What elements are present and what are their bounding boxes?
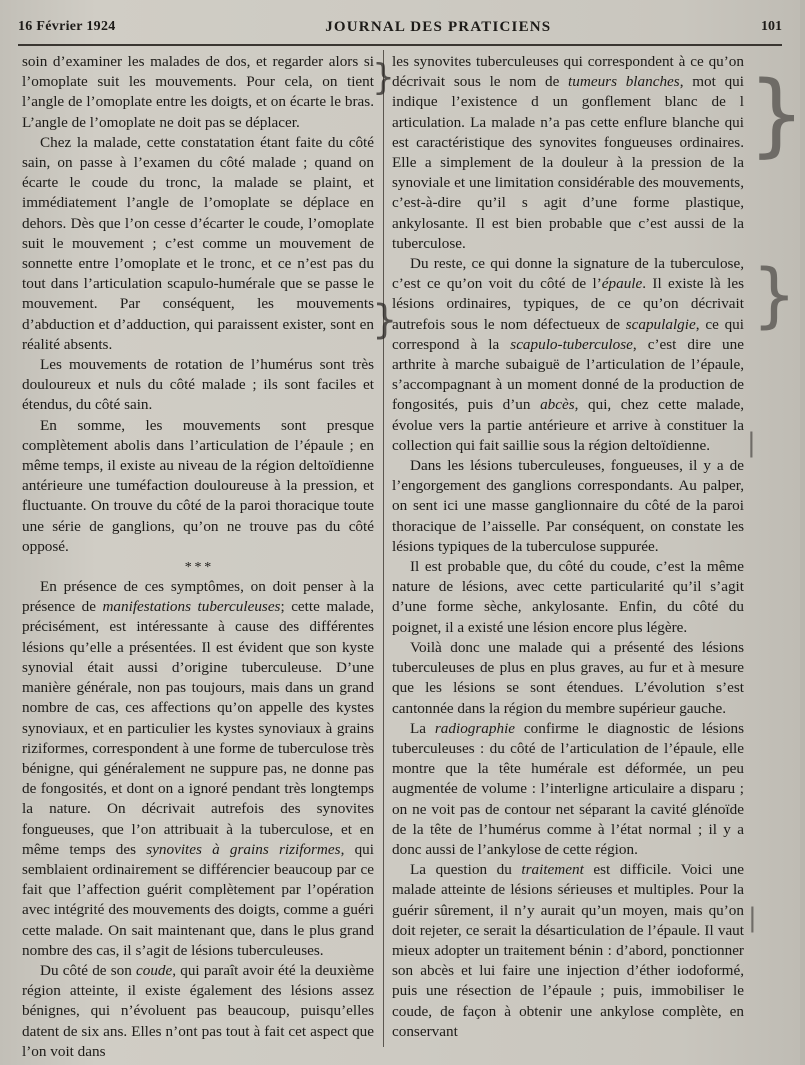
text-run: , qui semblaient ordinairement se différencier beaucoup par ce fait que l’affection guérit complètement par l’opération avec intégrité des mouvements des doigts, comme a guéri cette malade. On sait maintenant que, dans le plus grand nombre des cas, il s’agit de lésions tuberculeuses.	[22, 840, 374, 959]
right-paragraph-3: Dans les lésions tuberculeuses, fongueuses, il y a de l’engorgement des ganglions correspondants. Au palper, on sent ici une masse ganglionnaire du côté de la paroi thoracique de l’aisselle. Par conséquent, on constate les lésions typiques de la tuberculose suppurée.	[392, 457, 744, 555]
right-paragraph-1	[392, 52, 744, 254]
italic-run: abcès	[540, 396, 575, 414]
header-rule	[18, 44, 782, 46]
italic-run: scapulo-tuberculose	[510, 335, 633, 353]
text-run: , qui paraît avoir été la deuxième région atteinte, il existe également des lésions assez bénignes, qui n’évoluent pas beaucoup, puisqu’elles datent de six ans. Elles n’ont pas tout à fait cet aspect que l’on voit dans	[22, 961, 374, 1060]
italic-run: radiographie	[434, 719, 516, 737]
italic-run: manifestations tuberculeuses	[102, 598, 281, 616]
text-run: Du côté de son	[40, 961, 136, 979]
text-run: La question du	[410, 861, 522, 879]
italic-run: scapulalgie	[625, 315, 696, 333]
text-run: , mot qui indique l’existence d un gonflement blanc de l articulation. La malade n’a pas cette enflure blanche qui est caractéristique des synovites fongueuses ordinaires. Elle a simplement de la douleur à la pression de la synoviale et une limitation considérable des mouvements, c’est-à-dire qu’il s agit d’une forme plastique, ankylosante. Il est bien probable que c’est aussi de la tuberculose.	[392, 73, 744, 252]
text-run: est difficile. Voici une malade atteinte de lésions sérieuses et multiples. Pour la guérir sûrement, il n’y aurait qu’un moyen, mais qu’on doit rejeter, ce serait la désarticulation de l’épaule. Il vaut mieux adopter un traitement bénin : d’abord, ponctionner son abcès et lui faire une injection d’éther iodoformé, puis une résection de l’épaule ; puis, immobiliser le coude, de façon à obtenir une ankylose complète, en conservant	[392, 861, 745, 1040]
margin-bracket-mark: }	[372, 297, 398, 343]
text-run: En présence de ces symptômes, on doit penser à la présence de	[22, 578, 374, 616]
running-header	[18, 14, 782, 40]
margin-bracket-mark: |	[747, 428, 756, 458]
column-divider	[383, 50, 384, 1047]
text-run: , ce qui correspond à la	[392, 315, 744, 353]
page-number: 101	[761, 19, 782, 34]
left-paragraph-4: En somme, les mouvements sont presque complètement abolis dans l’articulation de l’épaule ; en même temps, il existe au niveau de la région deltoïdienne antérieure une tuméfaction douloureuse à la pression, et fluctuante. On trouve du côté de la paroi thoracique toute une série de ganglions, qu’on ne trouve pas du côté opposé.	[22, 416, 374, 555]
journal-title: JOURNAL DES PRATICIENS	[325, 18, 552, 35]
left-paragraph-5	[22, 577, 374, 961]
italic-run: épaule	[601, 275, 643, 293]
left-column	[22, 52, 374, 1060]
right-column	[392, 52, 744, 1049]
text-run: les synovites tuberculeuses qui correspondent à ce qu’on décrivait sous le nom de	[392, 53, 744, 91]
text-run: , c’est dire une arthrite à marche subaiguë de l’articulation de l’épaule, s’accompagnant à un moment donné de la production de fongosités, puis d’un	[392, 335, 744, 414]
left-paragraph-6	[22, 961, 374, 1062]
italic-run: tumeurs blanches	[568, 73, 680, 91]
text-run: ; cette malade, précisément, est intéressante à cause des différentes lésions qu’elle a présentées. Il est évident que son kyste synovial était aussi d’origine tuberculeuse. D’une manière générale, non pas toujours, mais dans un grand nombre de cas, ces affections qu’on appelle des kystes synoviaux, et en particulier les kystes synoviaux à grains riziformes, correspondent à une forme de tuberculose très bénigne, qui généralement ne suppure pas, ne donne pas de fongosités, et dont on a ignoré pendant très longtemps la nature. On décrivait autrefois des synovites fongueuses, que l’on attribuait à la tuberculose, et en même temps des	[22, 598, 374, 858]
left-paragraph-2: Chez la malade, cette constatation étant faite du côté sain, on passe à l’examen du côté malade ; quand on écarte le coude du tronc, la malade se plaint, et immédiatement l’angle de l’omoplate se déplace en dehors. Dès que l’on cesse d’écarter le coude, l’omoplate suit le mouvement ; c’est comme un mouvement de sonnette entre l’omoplate et le tronc, et ce n’est pas du tout dans l’articulation scapulo-humérale que se passe le mouvement. Par conséquent, les mouvements d’abduction et d’adduction, qui paraissent exister, sont en réalité absents.	[22, 133, 374, 353]
header-date: 16 Février 1924	[18, 19, 116, 34]
margin-bracket-mark: }	[752, 254, 797, 336]
text-run: Du reste, ce qui donne la signature de la tuberculose, c’est ce qu’on voit du côté de l’	[392, 255, 744, 293]
right-paragraph-4: Il est probable que, du côté du coude, c’est la même nature de lésions, avec cette particularité qu’il s’agit d’une forme sèche, ankylosante. Enfin, du côté du poignet, il a existé une lésion encore plus légère.	[392, 558, 744, 636]
text-run: , qui, chez cette malade, évolue vers la partie antérieure et arrive à constituer la collection qui fait saillie sous la région deltoïdienne.	[392, 396, 744, 454]
text-run: La	[410, 719, 435, 737]
margin-bracket-mark: }	[748, 62, 805, 167]
italic-run: traitement	[521, 861, 584, 879]
right-paragraph-5: Voilà donc une malade qui a présenté des lésions tuberculeuses de plus en plus graves, au fur et à mesure que les lésions se sont étendues. L’évolution s’est cantonnée dans la région du membre supérieur gauche.	[392, 638, 744, 717]
margin-bracket-mark: |	[748, 903, 757, 933]
section-separator: * * *	[184, 560, 212, 576]
italic-run: coude	[136, 961, 173, 979]
left-paragraph-1: soin d’examiner les malades de dos, et regarder alors si l’omoplate suit les mouvements. Pour cela, on tient l’angle de l’omoplate entre les doigts, et on écarte le bras. L’angle de l’omoplate ne doit pas se déplacer.	[22, 53, 374, 131]
right-paragraph-2	[392, 254, 744, 456]
left-paragraph-3: Les mouvements de rotation de l’humérus sont très douloureux et nuls du côté malade ; ils sont faciles et étendus, du côté sain.	[22, 356, 374, 414]
right-paragraph-7	[392, 860, 744, 1042]
text-run: . Il existe là les lésions ordinaires, typiques, de ce qu’on décrivait autrefois sous le nom défectueux de	[392, 275, 744, 333]
text-run: confirme le diagnostic de lésions tuberculeuses : du côté de l’articulation de l’épaule, elle montre que la tête humérale est déformée, un peu augmentée de volume : l’interligne articulaire a disparu ; on ne voit pas de contour net séparant la cavité glénoïde de la tête de l’humérus comme à l’état normal ; il y a donc aussi de l’ankylose de cette région.	[392, 719, 744, 858]
right-paragraph-6	[392, 719, 744, 860]
italic-run: synovites à grains riziformes	[146, 840, 341, 858]
margin-bracket-mark: }	[372, 57, 395, 98]
